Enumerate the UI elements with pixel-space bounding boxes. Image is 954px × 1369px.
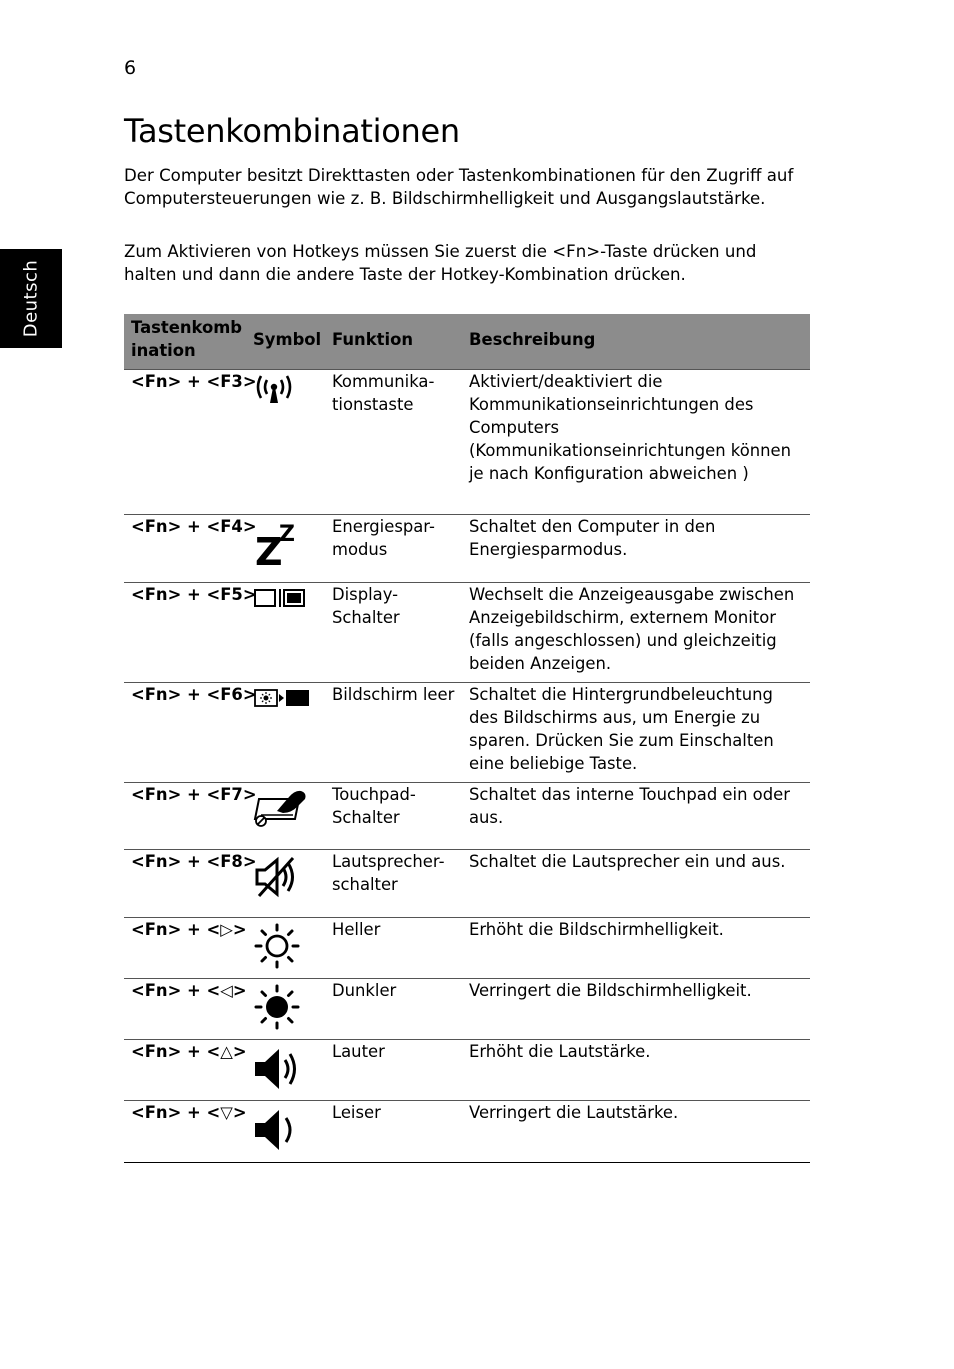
row-function: Leiser (325, 1101, 462, 1163)
header-function: Funktion (325, 314, 462, 370)
row-description: Erhöht die Lautstärke. (462, 1040, 810, 1101)
row-combo: <Fn> + <◁> (124, 979, 246, 1040)
table-row (124, 515, 810, 583)
header-symbol: Symbol (246, 314, 325, 370)
table-row (124, 918, 810, 979)
row-combo: <Fn> + <F3> (124, 370, 246, 515)
row-combo: <Fn> + <△> (124, 1040, 246, 1101)
row-function: Lautsprecher-schalter (325, 850, 462, 918)
screen-blank-icon (253, 687, 325, 709)
row-description: Verringert die Lautstärke. (462, 1101, 810, 1163)
intro-paragraph-1: Der Computer besitzt Direkttasten oder Tastenkombinationen für den Zugriff auf Computersteuerungen wie z. B. Bildschirmhelligkeit und Ausgangslautstärke. (124, 166, 794, 208)
hotkey-table (124, 314, 810, 1163)
sleep-icon (253, 519, 325, 569)
table-row (124, 783, 810, 850)
table-row (124, 979, 810, 1040)
page-title: Tastenkombinationen (124, 112, 460, 150)
row-function: Energiespar-modus (325, 515, 462, 583)
table-header-row (124, 314, 810, 370)
row-function: Heller (325, 918, 462, 979)
row-combo: <Fn> + <F8> (124, 850, 246, 918)
table-row (124, 683, 810, 783)
header-combination: Tastenkomb ination (124, 314, 246, 370)
row-combo: <Fn> + <F4> (124, 515, 246, 583)
row-function: Touchpad-Schalter (325, 783, 462, 850)
side-tab-label: Deutsch (20, 259, 42, 338)
row-function: Lauter (325, 1040, 462, 1101)
row-description: Erhöht die Bildschirmhelligkeit. (462, 918, 810, 979)
row-combo: <Fn> + <▷> (124, 918, 246, 979)
row-combo: <Fn> + <▽> (124, 1101, 246, 1163)
row-function: Display-Schalter (325, 583, 462, 683)
row-combo: <Fn> + <F7> (124, 783, 246, 850)
row-description: Schaltet das interne Touchpad ein oder aus. (462, 783, 810, 850)
table-row (124, 850, 810, 918)
table-row (124, 583, 810, 683)
row-description: Verringert die Bildschirmhelligkeit. (462, 979, 810, 1040)
table-row (124, 370, 810, 515)
row-function: Kommunika-tionstaste (325, 370, 462, 515)
row-description: Schaltet die Hintergrundbeleuchtung des Bildschirms aus, um Energie zu sparen. Drücken Sie zum Einschalten eine beliebige Taste. (462, 683, 810, 783)
row-description: Wechselt die Anzeigeausgabe zwischen Anzeigebildschirm, externem Monitor (falls angeschlossen) und gleichzeitig beiden Anzeigen. (462, 583, 810, 683)
row-description: Schaltet den Computer in den Energiesparmodus. (462, 515, 810, 583)
row-function: Dunkler (325, 979, 462, 1040)
table-row (124, 1040, 810, 1101)
row-description: Schaltet die Lautsprecher ein und aus. (462, 850, 810, 918)
speaker-mute-icon (253, 854, 325, 900)
brightness-down-icon (253, 983, 325, 1031)
volume-up-icon (253, 1044, 325, 1094)
svg-text:Z: Z (255, 530, 283, 569)
volume-down-icon (253, 1105, 325, 1155)
display-switch-icon (253, 587, 325, 609)
intro-paragraph-2: Zum Aktivieren von Hotkeys müssen Sie zuerst die <Fn>-Taste drücken und halten und dann die andere Taste der Hotkey-Kombination drücken. (124, 242, 757, 284)
row-description: Aktiviert/deaktiviert die Kommunikationseinrichtungen des Computers (Kommunikationseinrichtungen können je nach Konfiguration abweichen ) (462, 370, 810, 515)
page-number: 6 (124, 57, 137, 79)
brightness-up-icon (253, 922, 325, 970)
communication-icon (253, 374, 325, 406)
table-row (124, 1101, 810, 1163)
header-description: Beschreibung (462, 314, 810, 370)
touchpad-toggle-icon (253, 787, 325, 827)
row-combo: <Fn> + <F5> (124, 583, 246, 683)
row-function: Bildschirm leer (325, 683, 462, 783)
language-side-tab (0, 249, 62, 348)
row-combo: <Fn> + <F6> (124, 683, 246, 783)
svg-text:Z: Z (279, 522, 295, 547)
